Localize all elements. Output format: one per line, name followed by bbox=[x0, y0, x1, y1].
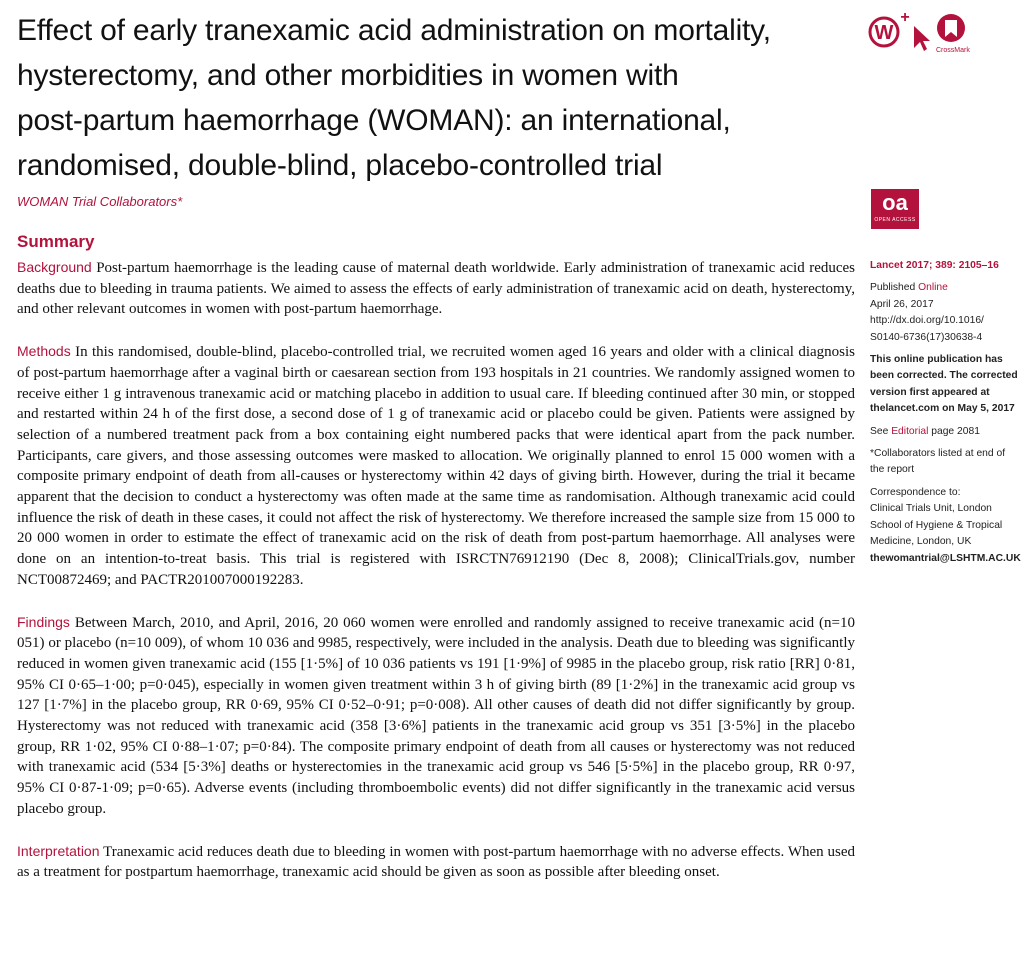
title-line: Effect of early tranexamic acid administration on mortality, bbox=[17, 14, 771, 47]
section-text: Post-partum haemorrhage is the leading cause of maternal death worldwide. Early administration of tranexamic acid reduces deaths due to bleeding in trauma patients. We aimed to assess the effects of early administration of tranexamic acid on death, hysterectomy, and other relevant outcomes in women with post-partum haemorrhage. bbox=[17, 260, 855, 318]
methods-section bbox=[17, 341, 855, 590]
correspondence: Clinical Trials Unit, London bbox=[870, 503, 992, 515]
section-text: In this randomised, double-blind, placebo-controlled trial, we recruited women aged 16 years and older with a clinical diagnosis of post-partum haemorrhage after a vaginal birth or caesarean section from 193 hospitals in 21 countries. We randomly assigned women to receive either 1 g intravenous tranexamic acid or matching placebo in addition to usual care. If bleeding continued after 30 min, or stopped and restarted within 24 h of the first dose, a second dose of 1 g of tranexamic acid or placebo could be given. Patients were assigned by selection of a numbered treatment pack from a box containing eight numbered packs that were identical apart from the pack number. Participants, care givers, and those assessing outcomes were masked to allocation. We originally planned to enrol 15 000 women with a composite primary endpoint of death from all-causes or hysterectomy within 42 days of giving birth. However, during the trial it became apparent that the decision to conduct a hysterectomy was often made at the same time as randomisation. Although tranexamic acid could influence the risk of death in these cases, it could not affect the risk of hysterectomy. We therefore increased the sample size from 15 000 to 20 000 women in order to estimate the effect of tranexamic acid on the risk of death from post-partum haemorrhage. All analyses were done on an intention-to-treat basis. This trial is registered with ISRCTN76912190 (Dec 8, 2008); ClinicalTrials.gov, number NCT00872469; and PACTR201007000192283. bbox=[17, 344, 856, 588]
section-text: Between March, 2010, and April, 2016, 20 060 women were enrolled and randomly assigned to receive tranexamic acid (n=10 051) or placebo (n=10 009), of whom 10 036 and 9985, respectively, were included in the analysis. Death due to bleeding was significantly reduced in women given tranexamic acid (155 [1·5%] of 10 036 patients vs 191 [1·9%] of 9985 in the placebo group, risk ratio [RR] 0·81, 95% CI 0·65–1·00; p=0·045), especially in women given treatment within 3 h of giving birth (89 [1·2%] in the tranexamic acid group vs 127 [1·7%] in the placebo group, RR 0·69, 95% CI 0·52–0·91; p=0·008). All other causes of death did not differ significantly by group. Hysterectomy was not reduced with tranexamic acid (358 [3·6%] patients in the tranexamic acid group vs 351 [3·5%] in the placebo group, RR 1·02, 95% CI 0·88–1·07; p=0·84). The composite primary endpoint of death from all causes or hysterectomy was not reduced with tranexamic acid (534 [5·3%] deaths or hysterectomies in the tranexamic acid group vs 546 [5·5%] in the placebo group, RR 0·97, 95% CI 0·87-1·09; p=0·65). Adverse events (including thromboembolic events) did not differ significantly in the tranexamic acid versus placebo group. bbox=[17, 614, 856, 817]
authors[interactable]: WOMAN Trial Collaborators* bbox=[17, 194, 183, 209]
correction-note: been corrected. The corrected bbox=[870, 370, 1018, 382]
section-label: Methods bbox=[17, 343, 71, 360]
collaborators-note: the report bbox=[870, 464, 915, 476]
section-text: Tranexamic acid reduces death due to bleeding in women with post-partum haemorrhage with no adverse effects. When used as a treatment for postpartum haemorrhage, tranexamic acid should be given as soon as possible after bleeding onset. bbox=[17, 843, 855, 881]
published-prefix: Published bbox=[870, 282, 919, 294]
oa-sub-label: OPEN ACCESS bbox=[874, 217, 916, 223]
w-plus-icon[interactable] bbox=[870, 9, 910, 46]
crossmark-label[interactable]: CrossMark bbox=[936, 47, 970, 54]
cursor-icon bbox=[914, 26, 930, 51]
interpretation-section bbox=[17, 841, 855, 883]
correspondence: Correspondence to: bbox=[870, 486, 961, 498]
editorial-link[interactable]: Editorial bbox=[891, 425, 929, 437]
correspondence: School of Hygiene & Tropical bbox=[870, 519, 1003, 531]
see-prefix: See bbox=[870, 425, 892, 437]
oa-label: oa bbox=[882, 190, 908, 215]
editorial-page: page 2081 bbox=[928, 425, 980, 437]
header-icons bbox=[866, 8, 986, 64]
doi-link[interactable]: S0140-6736(17)30638-4 bbox=[870, 331, 983, 343]
svg-text:+: + bbox=[900, 9, 910, 26]
article-title bbox=[17, 8, 857, 188]
crossmark-icon[interactable] bbox=[937, 14, 965, 42]
summary-heading: Summary bbox=[17, 232, 95, 251]
correction-note: version first appeared at bbox=[870, 386, 990, 398]
doi-link[interactable]: http://dx.doi.org/10.1016/ bbox=[870, 315, 984, 327]
title-line: hysterectomy, and other morbidities in women with bbox=[17, 59, 679, 92]
section-label: Background bbox=[17, 259, 92, 275]
email-link[interactable]: thewomantrial@LSHTM.AC.UK bbox=[870, 552, 1021, 564]
citation: Lancet 2017; 389: 2105–16 bbox=[870, 260, 999, 271]
background-section bbox=[17, 257, 855, 320]
section-label: Findings bbox=[17, 613, 70, 630]
see-editorial bbox=[870, 424, 1024, 440]
published-line bbox=[870, 280, 1024, 296]
findings-section bbox=[17, 612, 855, 820]
collaborators-note: *Collaborators listed at end of bbox=[870, 448, 1006, 460]
title-line: randomised, double-blind, placebo-controlled trial bbox=[17, 149, 663, 182]
svg-text:W: W bbox=[874, 22, 894, 44]
published-online: Online bbox=[918, 282, 948, 294]
publication-date: April 26, 2017 bbox=[870, 298, 934, 310]
abstract bbox=[17, 257, 855, 883]
section-label: Interpretation bbox=[17, 842, 100, 859]
correction-note: thelancet.com on May 5, 2017 bbox=[870, 403, 1015, 415]
title-line: post-partum haemorrhage (WOMAN): an international, bbox=[17, 104, 731, 137]
open-access-badge bbox=[871, 189, 919, 229]
sidebar bbox=[870, 258, 1024, 567]
correspondence: Medicine, London, UK bbox=[870, 536, 972, 548]
correction-note: This online publication has bbox=[870, 354, 1003, 366]
